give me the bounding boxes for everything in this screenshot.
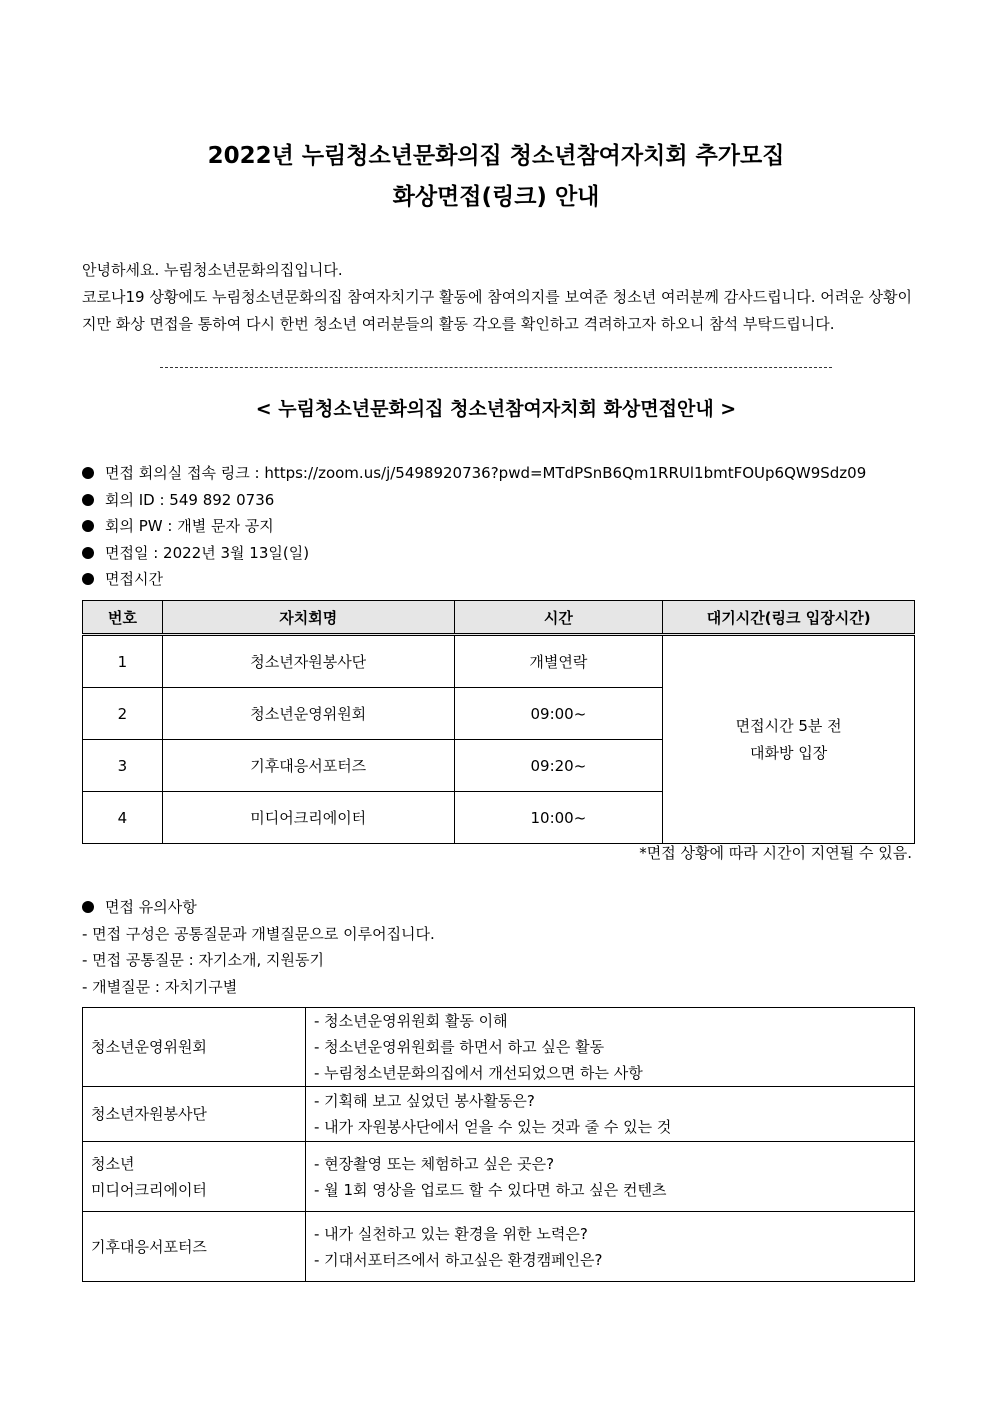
column-header: 시간 [454, 601, 663, 635]
interview-time: 09:00~ [454, 688, 663, 740]
caution-line: - 면접 공통질문 : 자기소개, 지원동기 [82, 951, 324, 969]
caution-title: 면접 유의사항 [105, 898, 197, 916]
interview-date: 면접일 : 2022년 3월 13일(일) [105, 543, 310, 562]
question-item: - 현장촬영 또는 체험하고 싶은 곳은? [314, 1154, 555, 1173]
schedule-table [82, 600, 915, 844]
council-name-line2: 미디어크리에이터 [91, 1180, 207, 1199]
intro-text [82, 257, 912, 338]
council-name-cell [83, 1212, 306, 1282]
document-title-line2: 화상면접(링크) 안내 [392, 184, 600, 210]
table-row [83, 1142, 915, 1212]
bullet-dot-icon [82, 547, 94, 559]
intro-greeting: 안녕하세요. 누림청소년문화의집입니다. [82, 261, 343, 279]
question-list-cell [306, 1212, 915, 1282]
column-header: 자치회명 [162, 601, 454, 635]
schedule-header-row [83, 601, 915, 635]
council-name: 청소년 [91, 1154, 135, 1173]
column-header: 번호 [83, 601, 163, 635]
row-number: 1 [83, 635, 163, 688]
waiting-time-cell [663, 635, 915, 844]
info-meeting-id-row [82, 487, 922, 514]
council-name: 청소년자원봉사단 [91, 1105, 207, 1123]
council-name: 기후대응서포터즈 [162, 740, 454, 792]
question-item: - 내가 실천하고 있는 환경을 위한 노력은? [314, 1224, 588, 1243]
info-time-row [82, 566, 922, 593]
council-name: 청소년운영위원회 [162, 688, 454, 740]
section-subtitle: < 누림청소년문화의집 청소년참여자치회 화상면접안내 > [255, 398, 737, 420]
question-list-cell [306, 1087, 915, 1142]
question-item: - 누림청소년문화의집에서 개선되었으면 하는 사항 [314, 1064, 643, 1082]
table-row [83, 1212, 915, 1282]
bullet-dot-icon [82, 901, 94, 913]
meeting-id: 회의 ID : 549 892 0736 [105, 490, 275, 509]
row-number: 4 [83, 792, 163, 844]
question-item: - 기대서포터즈에서 하고싶은 환경캠페인은? [314, 1250, 603, 1269]
schedule-note: *면접 상황에 따라 시간이 지연될 수 있음. [639, 844, 912, 862]
question-item: - 청소년운영위원회 활동 이해 [314, 1012, 508, 1030]
interview-time: 개별연락 [454, 635, 663, 688]
question-item: - 월 1회 영상을 업로드 할 수 있다면 하고 싶은 컨텐츠 [314, 1180, 667, 1199]
caution-section [82, 894, 922, 1000]
document-title: 2022년 누림청소년문화의집 청소년참여자치회 추가모집 [207, 143, 785, 169]
info-date-row [82, 540, 922, 567]
bullet-dot-icon [82, 494, 94, 506]
question-list-cell [306, 1008, 915, 1087]
council-name: 청소년운영위원회 [91, 1038, 207, 1056]
council-name-cell [83, 1087, 306, 1142]
info-link-row [82, 460, 922, 487]
caution-line: - 개별질문 : 자치기구별 [82, 977, 238, 996]
waiting-time-line2: 대화방 입장 [750, 743, 828, 762]
bullet-dot-icon [82, 520, 94, 532]
row-number: 2 [83, 688, 163, 740]
interview-time: 09:20~ [454, 740, 663, 792]
dashed-divider [160, 367, 832, 368]
bullet-dot-icon [82, 467, 94, 479]
table-row [83, 1008, 915, 1087]
council-name-cell [83, 1142, 306, 1212]
table-row [83, 1087, 915, 1142]
council-name-cell [83, 1008, 306, 1087]
table-row [83, 635, 915, 688]
interview-info-list [82, 460, 922, 593]
meeting-pw: 회의 PW : 개별 문자 공지 [105, 517, 274, 535]
column-header: 대기시간(링크 입장시간) [663, 601, 915, 635]
interview-time-label: 면접시간 [105, 570, 163, 588]
council-name: 기후대응서포터즈 [91, 1237, 207, 1256]
question-table [82, 1007, 915, 1282]
link-label: 면접 회의실 접속 링크 : [105, 464, 265, 482]
interview-time: 10:00~ [454, 792, 663, 844]
caution-line: - 면접 구성은 공통질문과 개별질문으로 이루어집니다. [82, 924, 435, 943]
caution-title-row [82, 894, 922, 921]
question-item: - 청소년운영위원회를 하면서 하고 싶은 활동 [314, 1038, 605, 1056]
council-name: 청소년자원봉사단 [162, 635, 454, 688]
question-list-cell [306, 1142, 915, 1212]
question-item: - 기획해 보고 싶었던 봉사활동은? [314, 1092, 535, 1110]
waiting-time-line1: 면접시간 5분 전 [735, 716, 842, 735]
question-item: - 내가 자원봉사단에서 얻을 수 있는 것과 줄 수 있는 것 [314, 1118, 672, 1136]
row-number: 3 [83, 740, 163, 792]
bullet-dot-icon [82, 573, 94, 585]
info-meeting-pw-row [82, 513, 922, 540]
zoom-link[interactable]: https://zoom.us/j/5498920736?pwd=MTdPSnB6Qm1RRUl1bmtFOUp6QW9Sdz09 [264, 464, 867, 482]
intro-body: 코로나19 상황에도 누림청소년문화의집 참여자치기구 활동에 참여의지를 보여준 청소년 여러분께 감사드립니다. 어려운 상황이지만 화상 면접을 통하여 다시 한번 청소년 여러분들의 활동 각오를 확인하고 격려하고자 하오니 참석 부탁드립니다. [82, 288, 912, 333]
council-name: 미디어크리에이터 [162, 792, 454, 844]
